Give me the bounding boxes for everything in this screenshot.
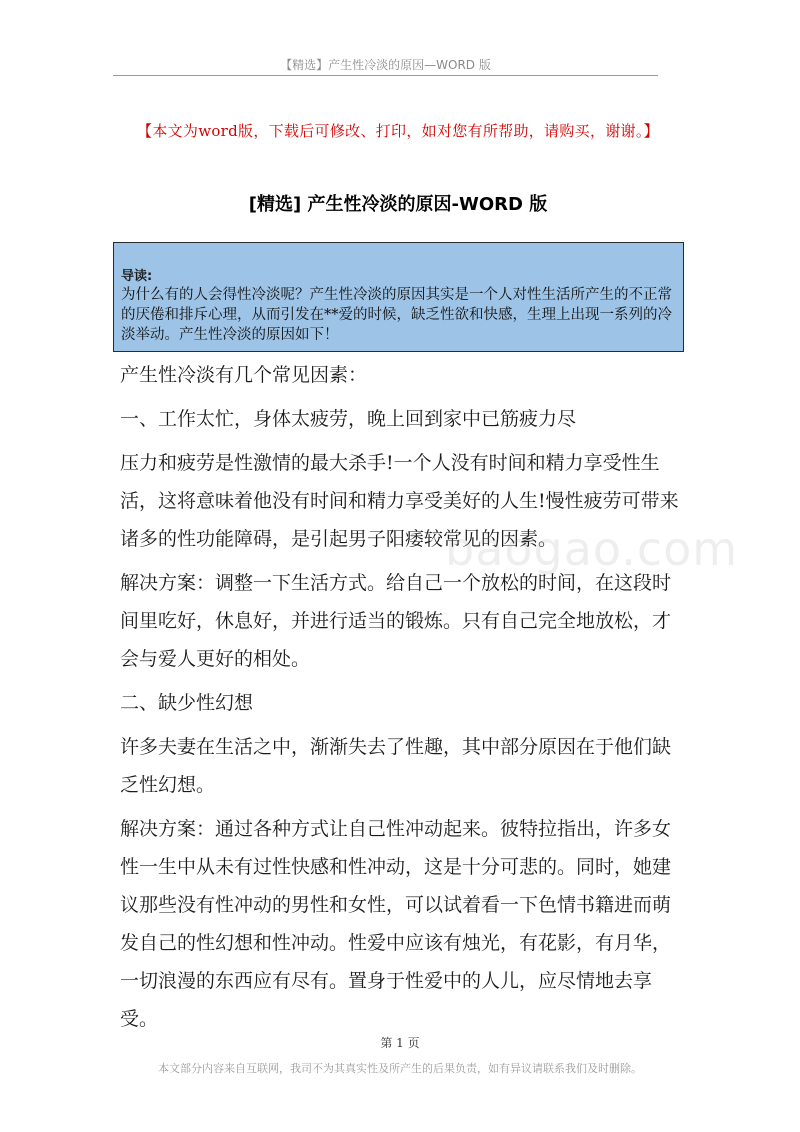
section-heading: 一、工作太忙，身体太疲劳，晚上回到家中已筋疲力尽 <box>120 408 577 430</box>
document-title: [精选] 产生性冷淡的原因-WORD 版 <box>248 194 548 215</box>
body-paragraph: 解决方案：通过各种方式让自己性冲动起来。彼特拉指出，许多女性一生中从未有过性快感和性冲动，这是十分可悲的。同时，她建议那些没有性冲动的男性和女性，可以试着看一下色情书籍进而萌发自己的性幻想和性冲动。性爱中应该有烛光，有花影，有月华，一切浪漫的东西应有尽有。置身于性爱中的人儿，应尽情地去享受。 <box>120 818 672 1030</box>
page-footer: 本文部分内容来自互联网，我司不为其真实性及所产生的后果负责，如有异议请联系我们及时删除。 <box>158 1062 642 1075</box>
intro-text: 为什么有的人会得性冷淡呢？产生性冷淡的原因其实是一个人对性生活所产生的不正常的厌倦和排斥心理，从而引发在**爱的时候，缺乏性欲和快感，生理上出现一系列的冷淡举动。产生性冷淡的原因如下！ <box>121 287 672 343</box>
page-header: 【精选】产生性冷淡的原因—WORD 版 <box>280 58 491 72</box>
document-body <box>120 356 685 1044</box>
intro-box <box>113 242 684 352</box>
body-paragraph: 产生性冷淡有几个常见因素： <box>120 364 368 386</box>
watermark: baogao.com <box>445 522 739 576</box>
page-number: 第 1 页 <box>380 1036 420 1050</box>
body-paragraph: 压力和疲劳是性激情的最大杀手!一个人没有时间和精力享受性生活，这将意味着他没有时间和精力享受美好的人生!慢性疲劳可带来诸多的性功能障碍，是引起男子阳痿较常见的因素。 <box>120 452 679 550</box>
intro-label: 导读: <box>121 269 153 284</box>
download-notice: 【本文为word版，下载后可修改、打印，如对您有所帮助，请购买，谢谢。】 <box>137 122 659 140</box>
header-divider <box>113 75 658 76</box>
body-paragraph: 解决方案：调整一下生活方式。给自己一个放松的时间，在这段时间里吃好，休息好，并进行适当的锻炼。只有自己完全地放松，才会与爱人更好的相处。 <box>120 572 672 670</box>
body-paragraph: 许多夫妻在生活之中，渐渐失去了性趣，其中部分原因在于他们缺乏性幻想。 <box>120 736 672 796</box>
section-heading: 二、缺少性幻想 <box>120 692 254 714</box>
